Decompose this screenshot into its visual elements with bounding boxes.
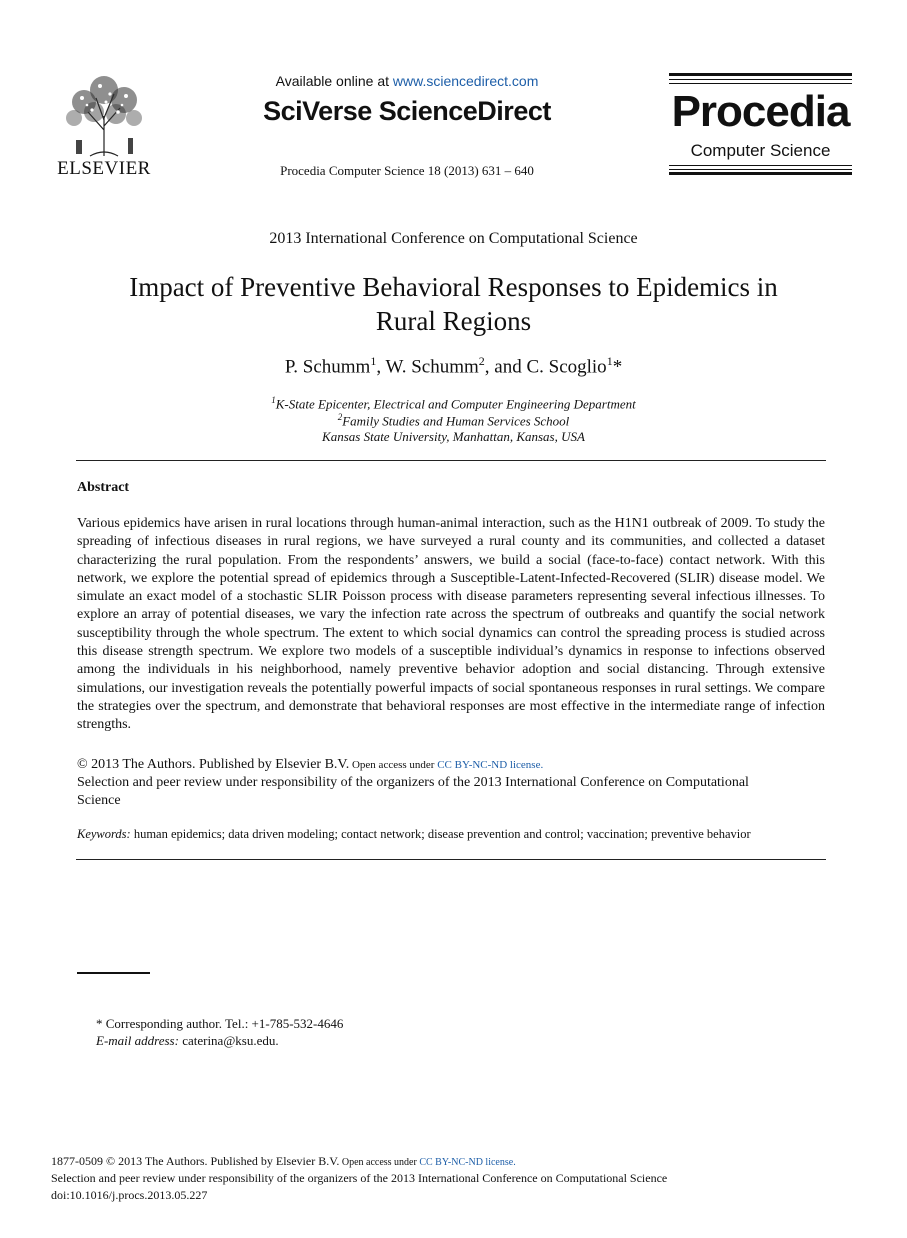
email-address: caterina@ksu.edu.: [178, 1033, 279, 1048]
footer-copyright: [51, 1154, 516, 1169]
open-access-text: Open access under: [349, 759, 438, 771]
author-list: [0, 354, 907, 378]
logo-rule: [669, 169, 852, 170]
affiliation-2: [0, 412, 907, 429]
logo-rule: [669, 83, 852, 84]
affiliation-text: Kansas State University, Manhattan, Kansas, USA: [322, 429, 585, 444]
footer-license-link[interactable]: CC BY-NC-ND license.: [419, 1157, 516, 1168]
author-name: C. Scoglio: [526, 356, 607, 378]
affiliation-3: [0, 429, 907, 445]
footnote-rule: [77, 972, 150, 974]
footer-doi: doi:10.1016/j.procs.2013.05.227: [51, 1188, 208, 1202]
affiliation-1: [0, 395, 907, 412]
logo-rule: [669, 172, 852, 175]
corresponding-author-note: * Corresponding author. Tel.: +1-785-532-4646: [96, 1016, 344, 1031]
abstract-text: Various epidemics have arisen in rural locations through human-animal interaction, such as the H1N1 outbreak of 2009. To study the spreading of infectious diseases in rural regions, we have surveyed a rural county and its communities, and collected a dataset characterizing the rural population. From the respondents’ answers, we build a social (face-to-face) contact network. With this network, we explore the potential spread of epidemics through a Susceptible-Latent-Infected-Recovered (SLIR) disease model. We simulate an exact model of a stochastic SLIR Poisson process with disease parameters representing several infectious illnesses. To explore an array of potential diseases, we vary the infection rate across the spectrum of outbreaks and quantify the social network susceptibility through the whole spectrum. The extent to which social dynamics can control the spreading process is studied across this disease strength spectrum. We explore two models of a susceptible individual’s dynamics in response to infections observed among the individuals in his neighborhood, namely preventive behavior adoption and social distancing. Through extensive simulations, our investigation reveals the potentially powerful impacts of social spontaneous responses in rural settings. We compare the strategies over the spectrum, and demonstrate that behavioral responses are most effective in the intermediate range of infection strengths.: [77, 516, 825, 733]
sciencedirect-link[interactable]: www.sciencedirect.com: [392, 73, 539, 89]
available-online-line: [250, 73, 564, 89]
keywords: [77, 827, 825, 842]
email-label: E-mail address:: [96, 1033, 179, 1048]
affiliation-text: Family Studies and Human Services School: [342, 413, 570, 429]
title-line-2: Rural Regions: [375, 306, 532, 336]
paper-title: [100, 270, 807, 338]
selection-line-1: Selection and peer review under responsibility of the organizers of the 2013 International Conference on Computational: [77, 775, 749, 790]
footer-open-access: Open access under: [339, 1157, 420, 1168]
author-separator: , and: [484, 356, 527, 378]
logo-rule: [669, 79, 852, 80]
author-affiliation-mark: 1: [606, 354, 613, 368]
title-line-1: Impact of Preventive Behavioral Responses to Epidemics in: [129, 272, 778, 302]
abstract-heading: Abstract: [77, 480, 130, 495]
publisher-name: ELSEVIER: [57, 158, 151, 179]
keywords-list: human epidemics; data driven modeling; contact network; disease prevention and control; vaccination; preventive behavior: [130, 827, 751, 841]
logo-rule: [669, 73, 852, 76]
footer-selection: Selection and peer review under responsibility of the organizers of the 2013 International Conference on Computational Science: [51, 1171, 668, 1185]
section-divider: [76, 859, 826, 860]
license-link[interactable]: CC BY-NC-ND license.: [437, 759, 544, 771]
procedia-logo-subtitle: Computer Science: [690, 141, 831, 160]
platform-logo: SciVerse ScienceDirect: [263, 96, 551, 126]
copyright-line: [77, 756, 825, 774]
email-note: [96, 1033, 279, 1049]
author-separator: ,: [376, 356, 386, 378]
author-affiliation-mark: 1: [370, 354, 377, 368]
copyright-text: © 2013 The Authors. Published by Elsevier B.V.: [77, 757, 350, 772]
author-affiliation-mark: 2: [478, 354, 485, 368]
footer-issn: 1877-0509 © 2013 The Authors. Published by Elsevier B.V.: [51, 1154, 340, 1168]
affiliation-mark: 2: [337, 412, 343, 422]
affiliation-mark: 1: [271, 395, 276, 405]
copyright-block: [77, 756, 825, 810]
logo-rule: [669, 165, 852, 166]
journal-citation: Procedia Computer Science 18 (2013) 631 – 640: [280, 163, 534, 178]
procedia-logo-word: Procedia: [671, 87, 850, 136]
available-online-text: Available online at: [275, 73, 393, 89]
affiliation-text: K-State Epicenter, Electrical and Computer Engineering Department: [275, 396, 636, 412]
conference-name: 2013 International Conference on Computational Science: [269, 230, 638, 247]
section-divider: [76, 460, 826, 461]
author-name: P. Schumm: [284, 356, 371, 378]
corresponding-mark: *: [612, 356, 623, 378]
selection-line-2: Science: [77, 793, 121, 808]
procedia-logo: [669, 73, 852, 176]
keywords-label: Keywords:: [77, 827, 131, 841]
author-name: W. Schumm: [385, 356, 479, 378]
